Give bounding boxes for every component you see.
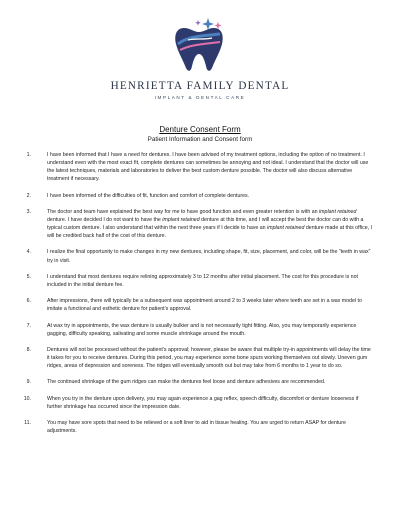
item-number: 7. <box>26 322 31 329</box>
list-item <box>0 192 400 200</box>
item-text-part: The doctor and team have explained the best way for me to have good function and even greater retention is with an <box>47 208 320 215</box>
list-item <box>0 419 400 435</box>
document-subtitle: Patient Information and Consent form <box>147 136 253 143</box>
item-text: I understand that most dentures require relining approximately 3 to 12 months after initial placement. The cost for this procedure is not included in the initial denture fee. <box>47 273 358 288</box>
list-item <box>0 378 400 386</box>
item-number: 4. <box>26 249 31 256</box>
item-text: Dentures will not be processed without the patient’s approval; however, please be aware that multiple try-in appointments will delay the time it takes for you to receive dentures. During this period, you may experience some bone spurs working themselves out slowly. Uneven gum ridges, areas of depression and soreness. The ridges will eventually smooth out but may take from 6 months to 1 year to do so. <box>47 346 371 370</box>
item-text: I realize the final opportunity to make changes in my new dentures, including shape, fit, size, placement, and color, will be the “teeth in wax” try in visit. <box>47 249 371 264</box>
item-text-emphasis: implant retained <box>319 208 357 215</box>
document-title: Denture Consent Form <box>159 125 241 134</box>
item-number: 6. <box>26 298 31 305</box>
item-text <box>47 209 372 239</box>
item-text-part: denture at this time, and I will accept the best the doctor can do with a typical custom denture. I also understand that within the next three years if I decide to have an <box>47 216 364 232</box>
item-number: 9. <box>26 379 31 386</box>
item-text: I have been informed that I have a need for dentures. I have been advised of my treatment options, including the option of no treatment. I understand even with the most exact fit, complete dentures can sometimes be annoying and not ideal. I understand that the doctor will use the latest techniques, materials and laboratories to deliver the best custom denture possible. The doctor will also discuss alternative treatment if necessary. <box>47 152 369 183</box>
item-number: 2. <box>26 192 31 199</box>
item-number: 3. <box>26 208 31 215</box>
item-text: At wax try in appointments, the wax denture is usually bulkier and is not necessarily tight fitting. Also, you may temporarily experience gagging, difficulty speaking, salivating and some muscle shrinkage around the mouth. <box>47 322 357 337</box>
list-item <box>0 346 400 370</box>
item-text: You may have sore spots that need to be relieved or a soft liner to aid in tissue healing. You are urged to return ASAP for denture adjustments. <box>47 420 346 435</box>
list-item <box>0 395 400 411</box>
item-text: I have been informed of the difficulties of fit, function and comfort of complete dentures. <box>47 192 250 199</box>
list-item <box>0 273 400 289</box>
item-number: 1. <box>26 152 31 158</box>
list-item <box>0 208 400 240</box>
item-number: 10. <box>23 395 31 402</box>
item-text: When you try in the denture upon delivery, you may again experience a gag reflex, speech difficulty, discomfort or denture looseness if further shrinkage has occurred since the impression date. <box>47 395 359 410</box>
item-number: 8. <box>26 346 31 353</box>
item-text-part: denture made at this office, I will be credited back half of the cost of this denture. <box>47 225 373 240</box>
list-item <box>0 248 400 264</box>
item-text: The continued shrinkage of the gum ridges can make the dentures feel loose and denture adhesives are recommended. <box>47 379 326 386</box>
consent-items-list <box>0 151 400 443</box>
logo <box>0 0 400 110</box>
item-text-emphasis: implant retained <box>267 225 305 232</box>
list-item <box>0 297 400 313</box>
list-item <box>0 151 400 183</box>
list-item <box>0 322 400 338</box>
brand-tagline: IMPLANT & DENTAL CARE <box>154 95 246 100</box>
item-text-emphasis: implant retained <box>162 216 200 223</box>
brand-name: HENRIETTA FAMILY DENTAL <box>110 80 290 92</box>
item-text: After impressions, there will typically be a subsequent wax appointment around 2 to 3 weeks later where teeth are set in a wax model to imitate a functional and esthetic denture for patient’s approval. <box>47 298 362 313</box>
tooth-with-sparkles-icon <box>162 14 236 74</box>
item-number: 11. <box>24 420 31 427</box>
item-text-part: denture. I have decided I do not want to have the <box>47 216 163 223</box>
item-number: 5. <box>26 273 31 280</box>
